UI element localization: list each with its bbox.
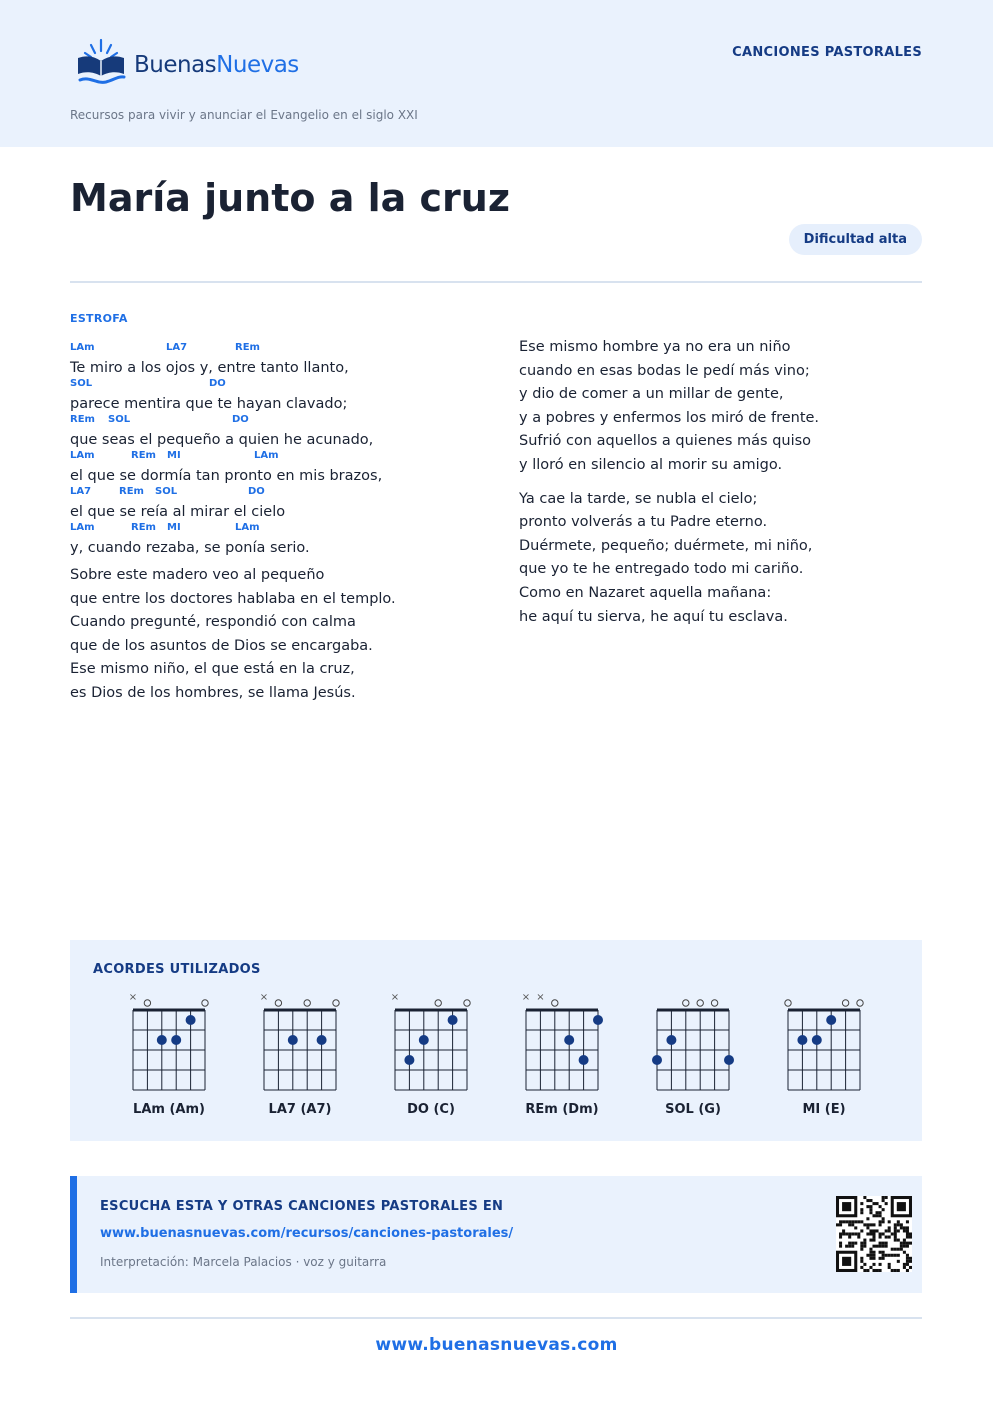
lyric-line: Sufrió con aquellos a quienes más quiso <box>519 433 812 450</box>
accent-bar <box>70 1176 77 1293</box>
lyric-line: y, cuando rezaba, se ponía serio. <box>70 540 310 556</box>
lyric-line: el que se reía al mirar el cielo <box>70 504 286 520</box>
chord-label: MI <box>167 450 181 461</box>
open-string-marker <box>842 1000 848 1006</box>
chord-label: REm <box>70 414 95 425</box>
chord-label: LAm <box>70 342 95 353</box>
lyric-line: y lloró en silencio al morir su amigo. <box>519 456 783 473</box>
chord-label: SOL <box>70 378 93 389</box>
finger-dot <box>593 1015 603 1025</box>
chord-fretboard <box>638 990 748 1098</box>
finger-dot <box>404 1055 414 1065</box>
chord-diagram <box>769 990 879 1130</box>
listen-title: ESCUCHA ESTA Y OTRAS CANCIONES PASTORALES EN <box>100 1199 504 1214</box>
chord-fretboard <box>114 990 224 1098</box>
section-label[interactable]: CANCIONES PASTORALES <box>732 45 922 60</box>
finger-dot <box>812 1035 822 1045</box>
muted-string-marker: × <box>536 992 545 1003</box>
open-string-marker <box>304 1000 310 1006</box>
chord-row <box>70 450 490 466</box>
difficulty-badge: Dificultad alta <box>789 224 922 255</box>
chord-label: DO <box>232 414 249 425</box>
chords-panel <box>70 940 922 1141</box>
open-string-marker <box>785 1000 791 1006</box>
lyric-line: Ese mismo hombre ya no era un niño <box>519 339 791 355</box>
chord-label: LAm <box>70 522 95 533</box>
lyric-line: que seas el pequeño a quien he acunado, <box>70 432 374 448</box>
chorded-line <box>70 522 490 558</box>
lyric-line: y a pobres y enfermos los miró de frente. <box>519 409 820 426</box>
chord-diagram <box>507 990 617 1130</box>
open-string-marker <box>711 1000 717 1006</box>
lyric-line: y dio de comer a un millar de gente, <box>519 386 784 403</box>
finger-dot <box>171 1035 181 1045</box>
finger-dot <box>317 1035 327 1045</box>
qr-code-icon[interactable] <box>836 1196 912 1272</box>
divider-bottom <box>70 1317 922 1319</box>
logo-text-part2: Nuevas <box>216 52 299 78</box>
lyric-line: cuando en esas bodas le pedí más vino; <box>519 362 810 379</box>
muted-string-marker: × <box>521 992 531 1003</box>
logo-text <box>134 52 299 78</box>
open-string-marker <box>552 1000 558 1006</box>
chorded-line <box>70 378 490 414</box>
finger-dot <box>419 1035 429 1045</box>
muted-string-marker: × <box>259 992 269 1003</box>
open-string-marker <box>435 1000 441 1006</box>
chord-label: REm <box>119 486 144 497</box>
page-header <box>0 0 993 147</box>
chord-nut <box>526 1009 598 1012</box>
chord-diagram <box>245 990 355 1130</box>
logo-text-part1: Buenas <box>134 52 217 78</box>
lyric-line: he aquí tu sierva, he aquí tu esclava. <box>519 608 788 625</box>
finger-dot <box>186 1015 196 1025</box>
muted-string-marker: × <box>128 992 138 1003</box>
lyric-line: que yo te he entregado todo mi cariño. <box>519 561 804 578</box>
chorded-line <box>70 450 490 486</box>
chord-nut <box>133 1009 205 1012</box>
finger-dot <box>826 1015 836 1025</box>
chord-nut <box>264 1009 336 1012</box>
chord-row <box>70 342 490 358</box>
muted-string-marker: × <box>390 992 400 1003</box>
chord-label: LA7 <box>166 342 188 353</box>
chord-label: DO <box>248 486 265 497</box>
finger-dot <box>666 1035 676 1045</box>
open-string-marker <box>697 1000 703 1006</box>
chord-label: MI <box>167 522 181 533</box>
lyric-line: que entre los doctores hablaba en el templo. <box>70 590 396 607</box>
lyric-line: que de los asuntos de Dios se encargaba. <box>70 637 373 654</box>
chord-fretboard <box>769 990 879 1098</box>
open-book-sunrise-icon <box>76 36 132 92</box>
open-string-marker <box>464 1000 470 1006</box>
chord-name: LAm (Am) <box>133 1102 205 1117</box>
chord-label: LAm <box>235 522 260 533</box>
lyric-line: Te miro a los ojos y, entre tanto llanto, <box>70 360 349 376</box>
logo[interactable] <box>76 36 299 92</box>
divider <box>70 281 922 283</box>
finger-dot <box>797 1035 807 1045</box>
chord-diagram <box>376 990 486 1130</box>
stanza-right-1 <box>519 336 939 478</box>
chord-name: DO (C) <box>407 1102 455 1117</box>
lyric-line: es Dios de los hombres, se llama Jesús. <box>70 684 356 701</box>
song-title: María junto a la cruz <box>70 176 510 220</box>
stanza-right-2 <box>519 488 939 630</box>
lyric-line: Cuando pregunté, respondió con calma <box>70 614 356 631</box>
chord-nut <box>788 1009 860 1012</box>
lyrics-left-column <box>70 312 490 706</box>
finger-dot <box>288 1035 298 1045</box>
open-string-marker <box>683 1000 689 1006</box>
finger-dot <box>579 1055 589 1065</box>
listen-credit: Interpretación: Marcela Palacios · voz y guitarra <box>100 1255 387 1269</box>
listen-panel <box>70 1176 922 1293</box>
chord-label: REm <box>131 522 156 533</box>
chord-row <box>70 378 490 394</box>
chorded-line <box>70 342 490 378</box>
open-string-marker <box>275 1000 281 1006</box>
lyric-line: Ese mismo niño, el que está en la cruz, <box>70 661 355 678</box>
chord-nut <box>657 1009 729 1012</box>
chord-label: LA7 <box>70 486 92 497</box>
chord-row <box>70 486 490 502</box>
chord-name: LA7 (A7) <box>268 1102 332 1117</box>
chords-panel-title: ACORDES UTILIZADOS <box>93 962 261 977</box>
listen-url-link[interactable]: www.buenasnuevas.com/recursos/canciones-pastorales/ <box>100 1226 514 1241</box>
chord-nut <box>395 1009 467 1012</box>
chord-row <box>70 522 490 538</box>
chord-label: SOL <box>108 414 131 425</box>
chorded-line <box>70 414 490 450</box>
chorded-line <box>70 486 490 522</box>
chord-fretboard <box>245 990 355 1098</box>
lyric-line: el que se dormía tan pronto en mis brazos, <box>70 468 383 484</box>
stanza-gap <box>519 478 939 488</box>
chord-label: LAm <box>254 450 279 461</box>
finger-dot <box>157 1035 167 1045</box>
lyric-line: parece mentira que te hayan clavado; <box>70 396 348 412</box>
chord-fretboard <box>376 990 486 1098</box>
lyric-line: Como en Nazaret aquella mañana: <box>519 584 772 601</box>
section-tag: ESTROFA <box>70 312 128 325</box>
chord-label: LAm <box>70 450 95 461</box>
stanza-left <box>70 564 490 706</box>
chord-label: DO <box>209 378 226 389</box>
chord-diagram <box>114 990 224 1130</box>
open-string-marker <box>144 1000 150 1006</box>
finger-dot <box>448 1015 458 1025</box>
chord-diagram <box>638 990 748 1130</box>
finger-dot <box>564 1035 574 1045</box>
chord-name: MI (E) <box>802 1102 846 1117</box>
finger-dot <box>724 1055 734 1065</box>
open-string-marker <box>333 1000 339 1006</box>
lyric-line: Duérmete, pequeño; duérmete, mi niño, <box>519 537 813 554</box>
chord-row <box>70 414 490 430</box>
chord-name: REm (Dm) <box>525 1102 599 1117</box>
footer-url-link[interactable]: www.buenasnuevas.com <box>375 1335 618 1355</box>
finger-dot <box>652 1055 662 1065</box>
lyric-line: Sobre este madero veo al pequeño <box>70 567 325 583</box>
chorded-stanza <box>70 342 490 558</box>
open-string-marker <box>857 1000 863 1006</box>
chord-name: SOL (G) <box>665 1102 721 1117</box>
lyric-line: pronto volverás a tu Padre eterno. <box>519 514 768 531</box>
tagline: Recursos para vivir y anunciar el Evangelio en el siglo XXI <box>70 108 418 122</box>
chord-fretboard <box>507 990 617 1098</box>
lyrics-right-column <box>519 336 939 629</box>
lyric-line: Ya cae la tarde, se nubla el cielo; <box>519 490 758 507</box>
open-string-marker <box>202 1000 208 1006</box>
chord-label: REm <box>235 342 260 353</box>
chord-label: REm <box>131 450 156 461</box>
chord-label: SOL <box>155 486 178 497</box>
